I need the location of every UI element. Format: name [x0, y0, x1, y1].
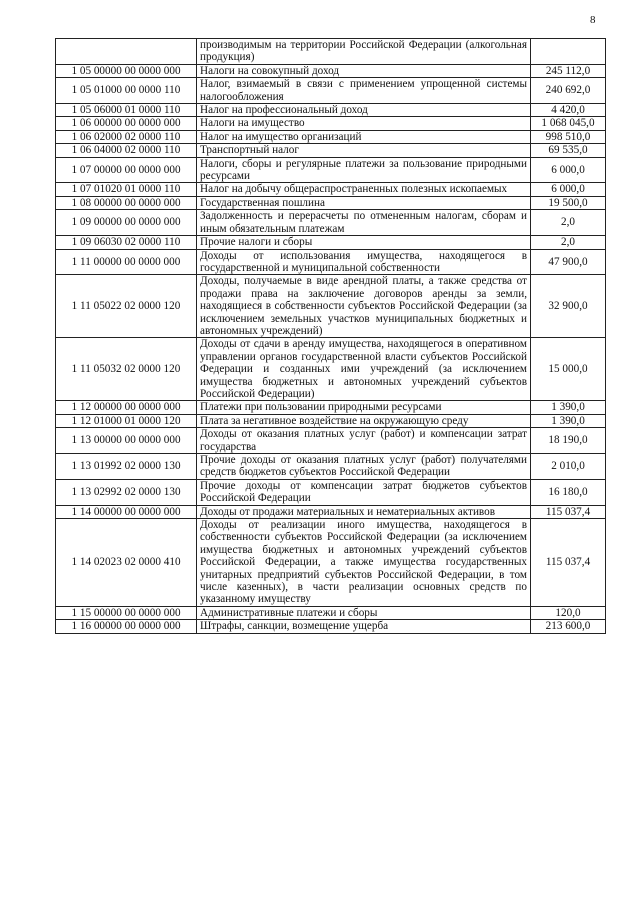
- table-row: [56, 157, 606, 183]
- budget-code-cell: 1 15 00000 00 0000 000: [56, 606, 197, 619]
- revenue-name-cell: Доходы от реализации иного имущества, находящегося в собственности субъектов Российской Федерации (за исключением имущества бюджетных и автономных учреждений субъектов Российской Федерации, а также имущества государственных унитарных предприятий субъектов Российской Федерации, в том числе казенных), в части реализации основных средств по указанному имуществу: [197, 519, 531, 607]
- table-row: [56, 620, 606, 633]
- revenue-name-cell: Налог на имущество организаций: [197, 130, 531, 143]
- amount-cell: 1 390,0: [531, 401, 606, 414]
- budget-code-cell: 1 05 01000 00 0000 110: [56, 78, 197, 104]
- revenue-name-cell: Прочие доходы от оказания платных услуг (работ) получателями средств бюджетов субъектов Российской Федерации: [197, 454, 531, 480]
- amount-cell: 16 180,0: [531, 479, 606, 505]
- revenue-name-cell: Прочие налоги и сборы: [197, 236, 531, 249]
- amount-cell: 32 900,0: [531, 275, 606, 338]
- amount-cell: 2,0: [531, 236, 606, 249]
- revenue-name-cell: Административные платежи и сборы: [197, 606, 531, 619]
- amount-cell: 2 010,0: [531, 454, 606, 480]
- table-row: [56, 414, 606, 427]
- amount-cell: 120,0: [531, 606, 606, 619]
- revenue-name-cell: Прочие доходы от компенсации затрат бюджетов субъектов Российской Федерации: [197, 479, 531, 505]
- budget-code-cell: 1 14 02023 02 0000 410: [56, 519, 197, 607]
- revenue-name-cell: Доходы, получаемые в виде арендной платы, а также средства от продажи права на заключение договоров аренды за земли, находящиеся в собственности субъектов Российской Федерации (за исключением земельных участков муниципальных бюджетных и автономных учреждений): [197, 275, 531, 338]
- amount-cell: 115 037,4: [531, 519, 606, 607]
- revenue-name-cell: Налог на профессиональный доход: [197, 104, 531, 117]
- budget-code-cell: 1 06 02000 02 0000 110: [56, 130, 197, 143]
- budget-code-cell: 1 13 02992 02 0000 130: [56, 479, 197, 505]
- budget-code-cell: [56, 39, 197, 65]
- amount-cell: 18 190,0: [531, 428, 606, 454]
- amount-cell: 69 535,0: [531, 144, 606, 157]
- table-row: [56, 275, 606, 338]
- amount-cell: 47 900,0: [531, 249, 606, 275]
- budget-code-cell: 1 06 04000 02 0000 110: [56, 144, 197, 157]
- table-row: [56, 519, 606, 607]
- amount-cell: 19 500,0: [531, 196, 606, 209]
- amount-cell: 1 068 045,0: [531, 117, 606, 130]
- budget-code-cell: 1 16 00000 00 0000 000: [56, 620, 197, 633]
- revenue-name-cell: Налоги, сборы и регулярные платежи за пользование природными ресурсами: [197, 157, 531, 183]
- amount-cell: 6 000,0: [531, 183, 606, 196]
- amount-cell: 998 510,0: [531, 130, 606, 143]
- table-row: [56, 144, 606, 157]
- table-row: [56, 117, 606, 130]
- revenue-name-cell: Налог, взимаемый в связи с применением упрощенной системы налогообложения: [197, 78, 531, 104]
- budget-code-cell: 1 11 05022 02 0000 120: [56, 275, 197, 338]
- table-row: [56, 183, 606, 196]
- table-row: [56, 428, 606, 454]
- amount-cell: 213 600,0: [531, 620, 606, 633]
- revenue-name-cell: Государственная пошлина: [197, 196, 531, 209]
- table-row: [56, 78, 606, 104]
- revenue-name-cell: Доходы от сдачи в аренду имущества, находящегося в оперативном управлении органов государственной власти субъектов Российской Федерации и созданных ими учреждений (за исключением имущества бюджетных и автономных учреждений субъектов Российской Федерации): [197, 338, 531, 401]
- amount-cell: 1 390,0: [531, 414, 606, 427]
- revenue-name-cell: Налоги на имущество: [197, 117, 531, 130]
- page-number: 8: [590, 14, 596, 26]
- revenue-name-cell: Задолженность и перерасчеты по отмененным налогам, сборам и иным обязательным платежам: [197, 210, 531, 236]
- table-row: [56, 210, 606, 236]
- revenue-name-cell: Плата за негативное воздействие на окружающую среду: [197, 414, 531, 427]
- budget-code-cell: 1 05 06000 01 0000 110: [56, 104, 197, 117]
- revenue-name-cell: Платежи при пользовании природными ресурсами: [197, 401, 531, 414]
- table-row: [56, 249, 606, 275]
- table-row: [56, 401, 606, 414]
- budget-code-cell: 1 11 05032 02 0000 120: [56, 338, 197, 401]
- amount-cell: 245 112,0: [531, 64, 606, 77]
- amount-cell: 4 420,0: [531, 104, 606, 117]
- table-row: [56, 606, 606, 619]
- budget-code-cell: 1 12 00000 00 0000 000: [56, 401, 197, 414]
- table-row: [56, 338, 606, 401]
- budget-code-cell: 1 14 00000 00 0000 000: [56, 505, 197, 518]
- table-row: [56, 196, 606, 209]
- budget-code-cell: 1 12 01000 01 0000 120: [56, 414, 197, 427]
- amount-cell: 6 000,0: [531, 157, 606, 183]
- budget-code-cell: 1 05 00000 00 0000 000: [56, 64, 197, 77]
- budget-code-cell: 1 09 00000 00 0000 000: [56, 210, 197, 236]
- budget-code-cell: 1 07 01020 01 0000 110: [56, 183, 197, 196]
- amount-cell: 240 692,0: [531, 78, 606, 104]
- amount-cell: 2,0: [531, 210, 606, 236]
- revenue-name-cell: производимым на территории Российской Федерации (алкогольная продукция): [197, 39, 531, 65]
- table-row: [56, 130, 606, 143]
- budget-code-cell: 1 06 00000 00 0000 000: [56, 117, 197, 130]
- revenue-name-cell: Доходы от продажи материальных и нематериальных активов: [197, 505, 531, 518]
- amount-cell: [531, 39, 606, 65]
- amount-cell: 15 000,0: [531, 338, 606, 401]
- revenue-table: [55, 38, 606, 634]
- revenue-name-cell: Налог на добычу общераспространенных полезных ископаемых: [197, 183, 531, 196]
- table-row: [56, 479, 606, 505]
- budget-code-cell: 1 11 00000 00 0000 000: [56, 249, 197, 275]
- budget-code-cell: 1 13 00000 00 0000 000: [56, 428, 197, 454]
- revenue-name-cell: Транспортный налог: [197, 144, 531, 157]
- table-row: [56, 454, 606, 480]
- table-row: [56, 505, 606, 518]
- revenue-name-cell: Штрафы, санкции, возмещение ущерба: [197, 620, 531, 633]
- revenue-name-cell: Доходы от оказания платных услуг (работ) и компенсации затрат государства: [197, 428, 531, 454]
- table-row: [56, 104, 606, 117]
- budget-code-cell: 1 09 06030 02 0000 110: [56, 236, 197, 249]
- revenue-name-cell: Доходы от использования имущества, находящегося в государственной и муниципальной собственности: [197, 249, 531, 275]
- budget-code-cell: 1 13 01992 02 0000 130: [56, 454, 197, 480]
- table-row: [56, 39, 606, 65]
- revenue-name-cell: Налоги на совокупный доход: [197, 64, 531, 77]
- budget-code-cell: 1 07 00000 00 0000 000: [56, 157, 197, 183]
- table-row: [56, 64, 606, 77]
- budget-code-cell: 1 08 00000 00 0000 000: [56, 196, 197, 209]
- table-row: [56, 236, 606, 249]
- amount-cell: 115 037,4: [531, 505, 606, 518]
- revenue-table-body: [56, 39, 606, 634]
